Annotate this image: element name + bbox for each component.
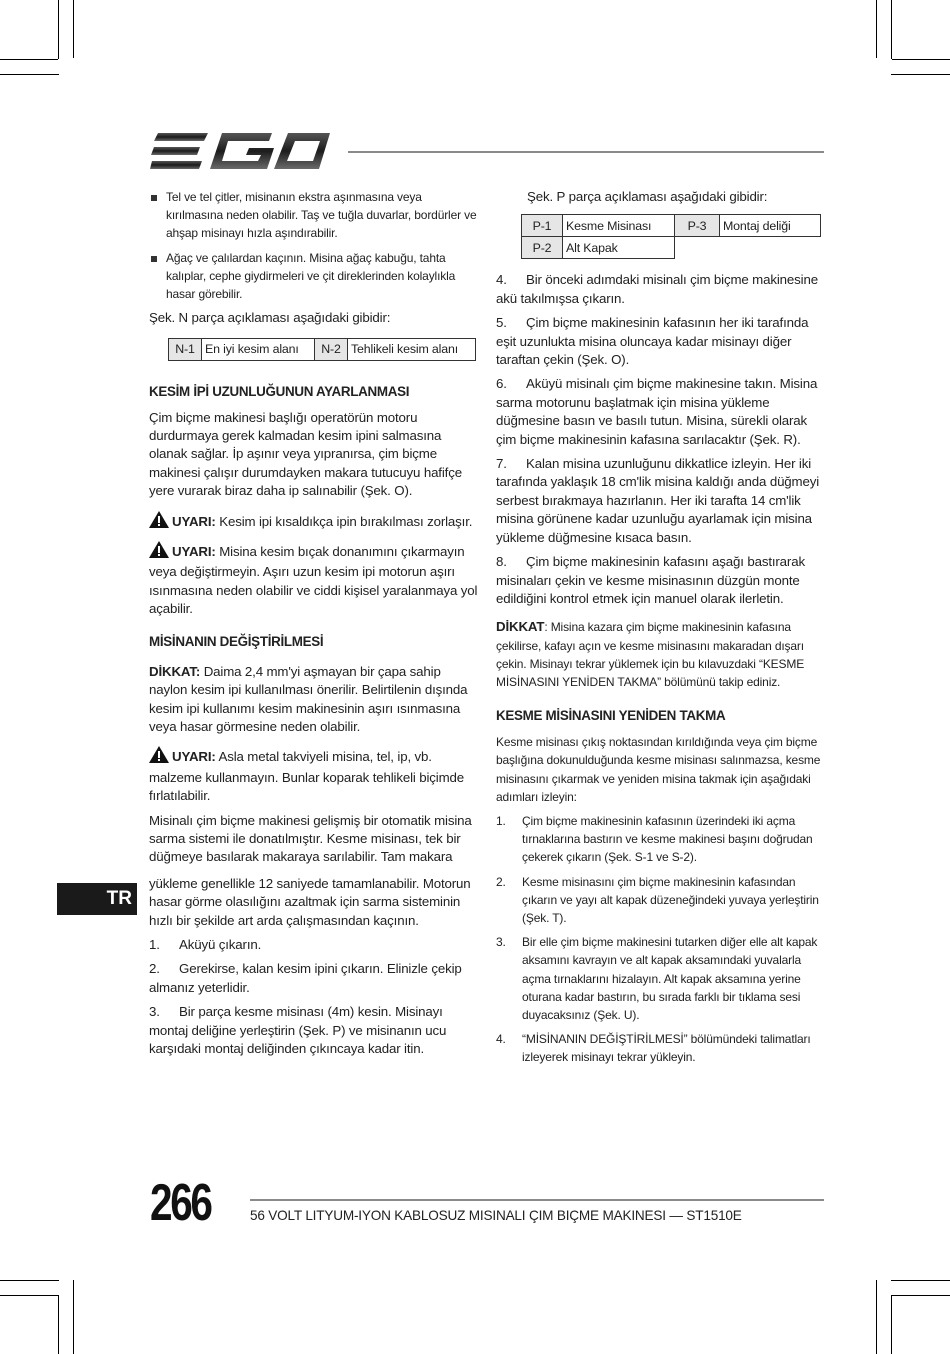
n-parts-table bbox=[168, 338, 476, 361]
table-cell: Tehlikeli kesim alanı bbox=[348, 338, 476, 360]
crop-mark bbox=[891, 74, 950, 75]
warning-icon bbox=[149, 541, 169, 563]
step-item: 2. Gerekirse, kalan kesim ipini çıkarın. Elinizle çekip almanız yeterlidir. bbox=[149, 961, 462, 995]
step-item: 7. Kalan misina uzunluğunu dikkatlice izleyin. Her iki tarafında yaklaşık 18 cm'lik misina kaldığı anda düğmeyi serbest bırakmaya hazırlanın. Her iki tarafta 14 cm'lik misina görünene kadar uzunluğu ayarlamak için misina yükleme düğmesine kısaca basın. bbox=[496, 456, 820, 545]
caution bbox=[149, 663, 479, 737]
crop-mark bbox=[58, 0, 59, 59]
list-item: 1. Çim biçme makinesinin kafasının üzerindeki iki açma tırnaklarına bastırın ve kesme makinesi başını doğrudan çekerek çıkarın (Şek. S-1 ve S-2). bbox=[496, 813, 813, 865]
bullet-item: Tel ve tel çitler, misinanın ekstra aşınmasına veya kırılmasına neden olabilir. Taş ve tuğla duvarlar, bordürler ve ahşap misinayı hızla aşındırabilir. bbox=[149, 188, 479, 243]
crop-mark bbox=[891, 0, 892, 59]
step-item: 8. Çim biçme makinesinin kafasını aşağı bastırarak misinaları çekin ve kesme misinasının düzgün monte edildiğini kontrol etmek için manuel olarak ilerletin. bbox=[496, 554, 805, 606]
warning bbox=[149, 746, 479, 805]
crop-mark bbox=[73, 0, 74, 58]
warning-label: UYARI: bbox=[172, 513, 216, 529]
table-cell: Kesme Misinası bbox=[563, 215, 675, 237]
step-item: 4. Bir önceki adımdaki misinalı çim biçme makinesine akü takılmışsa çıkarın. bbox=[496, 272, 818, 306]
crop-mark bbox=[876, 0, 877, 58]
crop-mark bbox=[58, 1295, 59, 1354]
table-cell: Montaj deliği bbox=[720, 215, 821, 237]
footer-title: 56 VOLT LITYUM-IYON KABLOSUZ MISINALI ÇIM BIÇME MAKINESI — ST1510E bbox=[250, 1208, 742, 1223]
crop-mark bbox=[0, 1295, 58, 1296]
list-item: 4. “MİSİNANIN DEĞİŞTİRİLMESİ” bölümündeki talimatları izleyerek misinayı tekrar yükleyin. bbox=[496, 1032, 811, 1065]
paragraph: Misinalı çim biçme makinesi gelişmiş bir otomatik misina sarma sistemi ile donatılmıştır. Kesme misinası, tek bir düğmeye basılarak makaraya sarılabilir. Tam makara bbox=[149, 812, 472, 865]
warning-label: UYARI: bbox=[172, 544, 216, 560]
crop-mark bbox=[0, 59, 58, 60]
warning-text: Misina kesim bıçak donanımını çıkarmayın veya değiştirmeyin. Aşırı uzun kesim ipi motorun aşırı ısınmasına neden olabilir ve ciddi kişisel yaralanmaya yol açabilir. bbox=[149, 544, 478, 617]
crop-mark bbox=[73, 1280, 74, 1354]
table-cell: N-1 bbox=[169, 338, 202, 360]
caution-text: Daima 2,4 mm'yi aşmayan bir çapa sahip naylon kesim ipi kullanılması önerilir. Belirtilenin dışında kesim ipi kullanımı kesim makinesinin aşırı ısınmasına veya hasar görmesine neden olabilir. bbox=[149, 663, 468, 734]
crop-mark bbox=[892, 59, 950, 60]
step-item: 1. Aküyü çıkarın. bbox=[149, 936, 262, 952]
warning-text: Kesim ipi kısaldıkça ipin bırakılması zorlaşır. bbox=[215, 513, 473, 529]
p-intro: Şek. P parça açıklaması aşağıdaki gibidir: bbox=[527, 189, 768, 204]
left-column bbox=[149, 188, 479, 1064]
table-cell: P-3 bbox=[675, 215, 720, 237]
header-rule bbox=[348, 151, 824, 153]
step-item: 6. Aküyü misinalı çim biçme makinesine takın. Misina sarma motorunu başlatmak için misina yükleme düğmesine basın ve basılı tutun. Misina, sürekli olarak çim biçme makinesinin kafasına sarılacaktır (Şek. R). bbox=[496, 376, 818, 447]
table-cell: N-2 bbox=[315, 338, 348, 360]
crop-mark bbox=[892, 1295, 950, 1296]
section-heading: KESME MİSİNASINI YENİDEN TAKMA bbox=[496, 708, 726, 724]
warning-icon bbox=[149, 746, 169, 768]
caution-text: : Misina kazara çim biçme makinesinin kafasına çekilirse, kafayı açın ve kesme misinasını makaradan dışarı çekin. Misinayı tekrar yüklemek için bu kılavuzdaki “KESME MİSİNASINI YENİDEN TAKMA” bölümünü takip ediniz. bbox=[496, 620, 805, 689]
caution-label: DİKKAT bbox=[496, 619, 545, 635]
warning-icon bbox=[149, 511, 169, 533]
crop-mark bbox=[891, 1295, 892, 1354]
table-cell: Alt Kapak bbox=[563, 237, 675, 259]
warning bbox=[149, 541, 479, 619]
table-cell: P-1 bbox=[522, 215, 563, 237]
caution-label: DİKKAT: bbox=[149, 663, 201, 679]
bullet-item: Ağaç ve çalılardan kaçının. Misina ağaç kabuğu, tahta kalıplar, cephe giydirmeleri ve çit direklerinden kolaylıkla hasar görebilir. bbox=[149, 249, 479, 304]
crop-mark bbox=[891, 1280, 950, 1281]
crop-mark bbox=[876, 1280, 877, 1354]
section-heading: MİSİNANIN DEĞİŞTİRİLMESİ bbox=[149, 633, 324, 649]
page-number: 266 bbox=[150, 1174, 211, 1232]
step-item: 5. Çim biçme makinesinin kafasının her iki tarafında eşit uzunlukta misina oluncaya kadar misinayı diğer taraftan çekin (Şek. O). bbox=[496, 315, 809, 368]
ego-logo bbox=[150, 131, 330, 171]
table-cell: En iyi kesim alanı bbox=[202, 338, 315, 360]
crop-mark bbox=[0, 74, 59, 75]
caution bbox=[496, 618, 826, 691]
warning-text: Asla metal takviyeli misina, tel, ip, vb. malzeme kullanmayın. Bunlar koparak tehlikeli biçimde fırlatılabilir. bbox=[149, 749, 465, 804]
list-item: 2. Kesme misinasını çim biçme makinesinin kafasından çıkarın ve yayı alt kapak düzeneğindeki yuvaya yerleştirin (Şek. T). bbox=[496, 874, 819, 925]
paragraph: Kesme misinası çıkış noktasından kırıldığında veya çim biçme başlığına dokunulduğunda kesme misinası salınmazsa, kesme misinasını çıkarmak ve yeniden misina takmak için aşağıdaki adımları izleyin: bbox=[496, 735, 821, 804]
step-item: 3. Bir parça kesme misinası (4m) kesin. Misinayı montaj deliğine yerleştirin (Şek. P) ve misinanın ucu karşıdaki montaj deliğinden çıkıncaya kadar itin. bbox=[149, 1004, 447, 1056]
list-item: 3. Bir elle çim biçme makinesini tutarken diğer elle alt kapak aksamını kavrayın ve alt kapak aksamındaki yuvalarla açma tırnaklarını hizalayın. Alt kapak aksamına yerine oturana kadar bastırın, bu sırada farklı bir tıklama sesi duyacaksınız (Şek. U). bbox=[496, 935, 818, 1022]
table-cell bbox=[720, 237, 821, 259]
warning-label: UYARI: bbox=[172, 749, 216, 765]
paragraph: Çim biçme makinesi başlığı operatörün motoru durdurmaya gerek kalmadan kesim ipini salmasına olanak sağlar. İp aşınır veya yıpranırsa, çim biçme makinesi çalışır durumdayken makara tutucuyu hafifçe yere vurarak biraz daha ip salınabilir (Şek. O). bbox=[149, 409, 462, 499]
crop-mark bbox=[0, 1280, 59, 1281]
language-tab: TR bbox=[57, 883, 137, 915]
table-cell: P-2 bbox=[522, 237, 563, 259]
warning bbox=[149, 511, 479, 533]
n-intro: Şek. N parça açıklaması aşağıdaki gibidir: bbox=[149, 310, 391, 326]
section-heading: KESİM İPİ UZUNLUĞUNUN AYARLANMASI bbox=[149, 383, 410, 399]
p-parts-table bbox=[521, 214, 821, 259]
spacer bbox=[496, 259, 826, 271]
right-column bbox=[496, 188, 826, 1073]
paragraph: yükleme genellikle 12 saniyede tamamlanabilir. Motorun hasar görme olasılığını azaltmak için sarma sisteminin hızlı bir şekilde art arda çalışmasından kaçının. bbox=[149, 875, 471, 928]
footer-rule bbox=[250, 1199, 824, 1201]
table-cell bbox=[675, 237, 720, 259]
